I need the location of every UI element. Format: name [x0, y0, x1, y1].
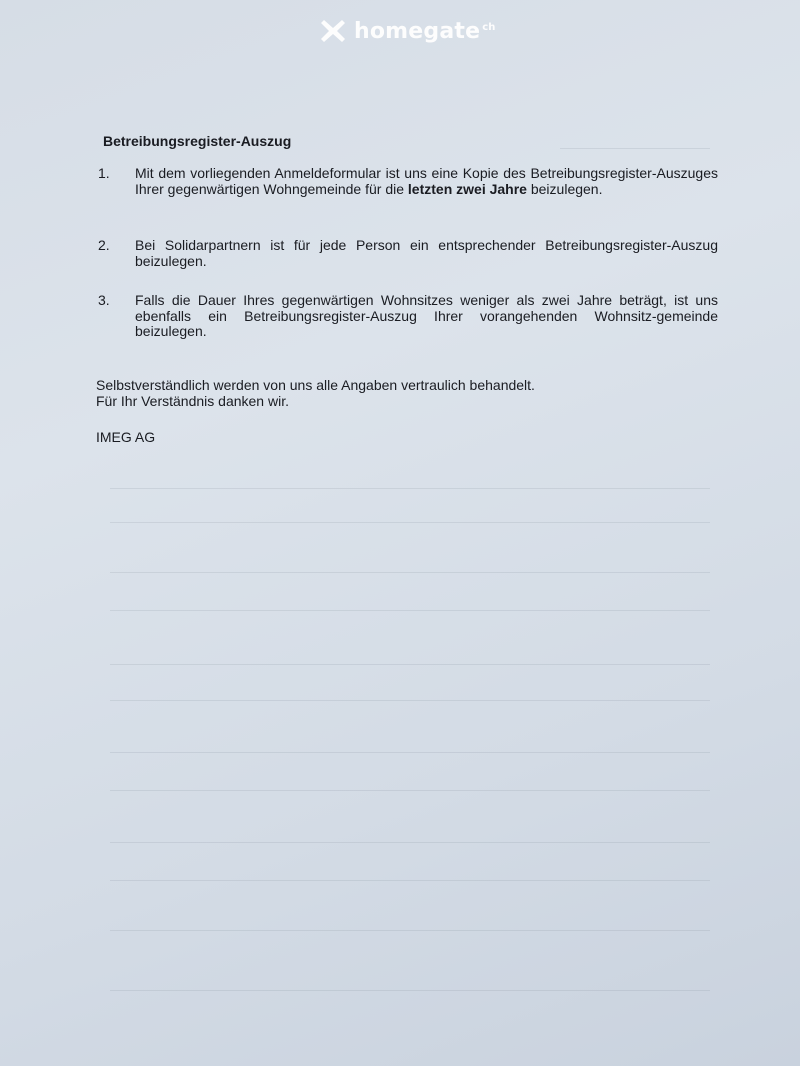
closing-line: Für Ihr Verständnis danken wir. [96, 392, 289, 409]
show-through-line [110, 700, 710, 701]
watermark-tld: ch [482, 22, 496, 33]
list-item-text: Bei Solidarpartnern ist für jede Person ein entsprechender Betreibungsregister-Auszug beizulegen. [135, 237, 718, 269]
show-through-line [110, 842, 710, 843]
show-through-line [110, 488, 710, 489]
signer-name: IMEG AG [96, 429, 156, 445]
show-through-line [110, 572, 710, 573]
closing-line: Selbstverständlich werden von uns alle Angaben vertraulich behandelt. [96, 377, 535, 393]
show-through-line [110, 664, 710, 665]
show-through-line [110, 930, 710, 931]
show-through-line [560, 148, 710, 149]
list-item-number: 3. [98, 292, 110, 308]
show-through-line [110, 790, 710, 791]
list-item [98, 166, 718, 197]
list-item-number: 1. [98, 165, 110, 181]
show-through-line [110, 522, 710, 523]
list-item-text: Falls die Dauer Ihres gegenwärtigen Wohnsitzes weniger als zwei Jahre beträgt, ist uns ebenfalls ein Betreibungsregister-Auszug Ihrer vorangehenden Wohnsitz-gemeinde beizulegen. [135, 292, 718, 339]
show-through-line [110, 752, 710, 753]
show-through-line [110, 880, 710, 881]
emphasis-text: letzten zwei Jahre [407, 180, 527, 197]
list-item-number: 2. [98, 237, 110, 253]
homegate-x-logo-icon [318, 16, 348, 46]
list-item [98, 293, 718, 340]
show-through-line [110, 990, 710, 991]
list-item [98, 238, 718, 269]
document-heading: Betreibungsregister-Auszug [103, 133, 292, 149]
show-through-line [110, 610, 710, 611]
homegate-watermark [318, 16, 495, 46]
closing-paragraph [96, 378, 535, 409]
list-item-text: Mit dem vorliegenden Anmeldeformular ist uns eine Kopie des Betreibungsregister-Auszuges Ihrer gegenwärtigen Wohngemeinde für die letzten zwei Jahre beizulegen. [135, 165, 718, 197]
watermark-brand: homegate [354, 18, 481, 44]
